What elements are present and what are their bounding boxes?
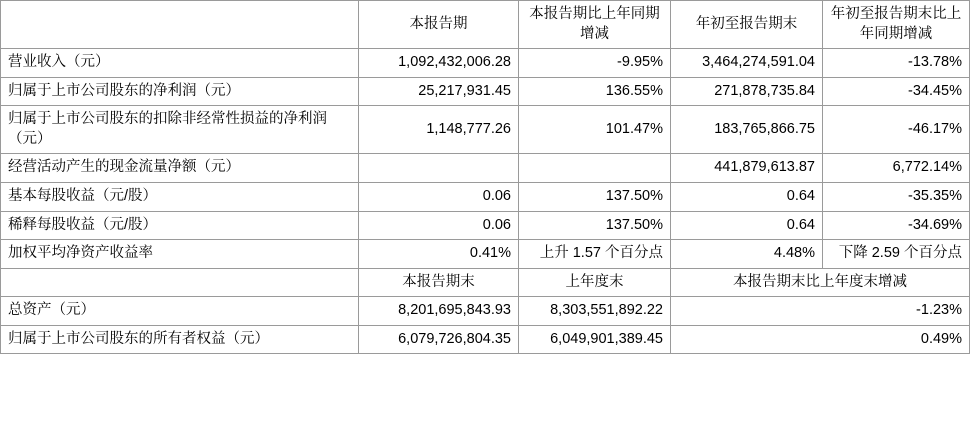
cell-operating-cashflow-current-yoy [519,154,671,183]
header-cell-current-period-yoy: 本报告期比上年同期增减 [519,1,671,49]
cell-net-profit-deducted-current-yoy: 101.47% [519,106,671,154]
cell-basic-eps-ytd-yoy: -35.35% [823,182,970,211]
cell-weighted-roe-current-yoy: 上升 1.57 个百分点 [519,240,671,269]
table-row [1,154,970,183]
table-header-row [1,1,970,49]
cell-net-profit-deducted-current: 1,148,777.26 [359,106,519,154]
cell-net-profit-ytd-yoy: -34.45% [823,77,970,106]
cell-equity-prior-year-end: 6,049,901,389.45 [519,325,671,354]
cell-diluted-eps-current: 0.06 [359,211,519,240]
cell-net-profit-deducted-ytd-yoy: -46.17% [823,106,970,154]
cell-basic-eps-current: 0.06 [359,182,519,211]
table-row [1,77,970,106]
cell-diluted-eps-ytd-yoy: -34.69% [823,211,970,240]
header2-cell-period-end: 本报告期末 [359,268,519,297]
cell-basic-eps-ytd: 0.64 [671,182,823,211]
header-cell-ytd-yoy: 年初至报告期末比上年同期增减 [823,1,970,49]
cell-equity-change: 0.49% [671,325,970,354]
header-cell-current-period: 本报告期 [359,1,519,49]
row-label-net-profit: 归属于上市公司股东的净利润（元） [1,77,359,106]
table-row [1,106,970,154]
table-row [1,297,970,326]
header2-label-cell [1,268,359,297]
table-row [1,182,970,211]
table-row [1,211,970,240]
cell-revenue-ytd-yoy: -13.78% [823,49,970,78]
cell-revenue-current-yoy: -9.95% [519,49,671,78]
cell-basic-eps-current-yoy: 137.50% [519,182,671,211]
cell-equity-period-end: 6,079,726,804.35 [359,325,519,354]
cell-operating-cashflow-current [359,154,519,183]
row-label-revenue: 营业收入（元） [1,49,359,78]
cell-weighted-roe-ytd-yoy: 下降 2.59 个百分点 [823,240,970,269]
cell-operating-cashflow-ytd: 441,879,613.87 [671,154,823,183]
cell-total-assets-change: -1.23% [671,297,970,326]
cell-diluted-eps-current-yoy: 137.50% [519,211,671,240]
cell-total-assets-period-end: 8,201,695,843.93 [359,297,519,326]
cell-net-profit-deducted-ytd: 183,765,866.75 [671,106,823,154]
cell-revenue-current: 1,092,432,006.28 [359,49,519,78]
header-cell-ytd: 年初至报告期末 [671,1,823,49]
row-label-diluted-eps: 稀释每股收益（元/股） [1,211,359,240]
row-label-total-assets: 总资产（元） [1,297,359,326]
cell-diluted-eps-ytd: 0.64 [671,211,823,240]
cell-net-profit-current: 25,217,931.45 [359,77,519,106]
row-label-basic-eps: 基本每股收益（元/股） [1,182,359,211]
cell-operating-cashflow-ytd-yoy: 6,772.14% [823,154,970,183]
cell-revenue-ytd: 3,464,274,591.04 [671,49,823,78]
header-label-cell [1,1,359,49]
table-row [1,325,970,354]
table-header-row-secondary [1,268,970,297]
table-row [1,240,970,269]
row-label-weighted-roe: 加权平均净资产收益率 [1,240,359,269]
cell-weighted-roe-current: 0.41% [359,240,519,269]
row-label-net-profit-deducted: 归属于上市公司股东的扣除非经常性损益的净利润（元） [1,106,359,154]
table-row [1,49,970,78]
header2-cell-change: 本报告期末比上年度末增减 [671,268,970,297]
cell-total-assets-prior-year-end: 8,303,551,892.22 [519,297,671,326]
cell-net-profit-ytd: 271,878,735.84 [671,77,823,106]
cell-weighted-roe-ytd: 4.48% [671,240,823,269]
row-label-operating-cashflow: 经营活动产生的现金流量净额（元） [1,154,359,183]
header2-cell-prior-year-end: 上年度末 [519,268,671,297]
row-label-equity: 归属于上市公司股东的所有者权益（元） [1,325,359,354]
cell-net-profit-current-yoy: 136.55% [519,77,671,106]
